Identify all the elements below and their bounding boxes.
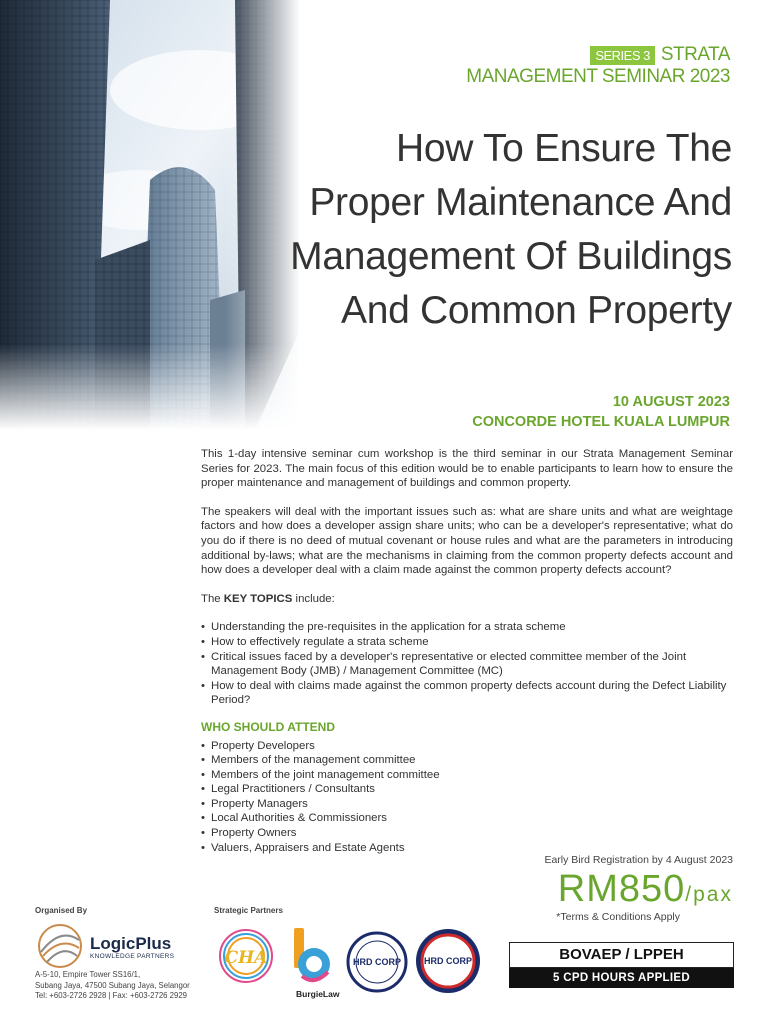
early-bird-note: Early Bird Registration by 4 August 2023 [544,854,733,866]
list-item: • Property Owners [201,826,733,841]
list-item: • Understanding the pre-requisites in the application for a strata scheme [201,620,733,635]
event-date: 10 AUGUST 2023 [612,394,730,410]
organiser-name: LogicPlus [90,934,172,953]
organised-by-label: Organised By [35,906,88,915]
list-item: • Property Managers [201,797,733,812]
list-item: • Local Authorities & Commissioners [201,811,733,826]
series-subtitle: MANAGEMENT SEMINAR 2023 [466,66,730,87]
speakers-paragraph: The speakers will deal with the important issues such as: what are share units and what are weightage factors and how does a developer assign share units; who can be a developer's representative; what do you do if there is no deed of mutual covenant or house rules and what are the parameters in introducing additional by-laws; what are the mechanisms in claiming from the common property defects account and how does a developer deal with a claim made against the common property defects account? [201,505,733,577]
page-title: How To Ensure The Proper Maintenance And Management Of Buildings And Common Property [290,127,732,332]
organiser-subtitle: KNOWLEDGE PARTNERS [90,953,175,960]
key-topics-suffix: include: [292,592,335,605]
series-title: STRATA [660,44,730,65]
list-item: • Members of the management committee [201,753,733,768]
logicplus-sphere-icon [35,922,85,975]
list-item: • Property Developers [201,739,733,754]
burgielaw-name: BurgieLaw [296,989,340,999]
list-item: • How to effectively regulate a strata scheme [201,635,733,650]
cha-logo-text: CHA [224,948,268,968]
intro-paragraph: This 1-day intensive seminar cum workshop is the third seminar in our Strata Management Seminar Series for 2023. The main focus of this edition would be to enable participants to learn how to ensure the proper maintenance and management of buildings and common property. [201,448,733,490]
organiser-address [35,970,190,1002]
cha-partner-logo [210,922,282,999]
hrd-badge-1-text: HRD CORP [352,957,402,967]
price-amount: RM850 [557,868,686,910]
series-badge: SERIES 3 [590,46,655,65]
list-item: • How to deal with claims made against the common property defects account during the Defect Liability Period? [201,679,733,708]
address-line-1: A-5-10, Empire Tower SS16/1, [35,970,141,979]
list-item: • Valuers, Appraisers and Estate Agents [201,841,733,856]
who-should-attend-heading: WHO SHOULD ATTEND [201,719,335,734]
seminar-description [201,447,733,867]
list-item: • Members of the joint management committee [201,768,733,783]
hrd-corp-badge-1 [345,930,409,999]
address-line-2: Subang Jaya, 47500 Subang Jaya, Selangor [35,980,190,990]
contact-line: Tel: +603-2726 2928 | Fax: +603-2726 2929 [35,991,188,1000]
price [558,868,733,911]
key-topics-intro [201,592,733,607]
hrd-corp-badge-2 [413,926,483,1001]
hero-skyscraper-image [0,0,300,430]
key-topics-prefix: The [201,592,224,605]
event-venue: CONCORDE HOTEL KUALA LUMPUR [472,414,730,430]
key-topics-bold: KEY TOPICS [223,592,293,605]
attendee-list [201,739,733,856]
hrd-badge-2-text: HRD CORP [423,956,473,966]
accreditation-box: BOVAEP / LPPEH [509,942,734,968]
terms-note: *Terms & Conditions Apply [556,911,680,923]
strategic-partners-label: Strategic Partners [214,906,283,915]
series-header [590,44,730,66]
cpd-hours-banner: 5 CPD HOURS APPLIED [509,968,734,988]
price-unit: /pax [685,883,733,906]
burgielaw-logo-icon [288,928,338,993]
key-topics-list [201,620,733,708]
list-item: • Legal Practitioners / Consultants [201,782,733,797]
list-item: • Critical issues faced by a developer's representative or elected committee member of the Joint Management Body (JMB) / Management Committee (MC) [201,650,733,679]
